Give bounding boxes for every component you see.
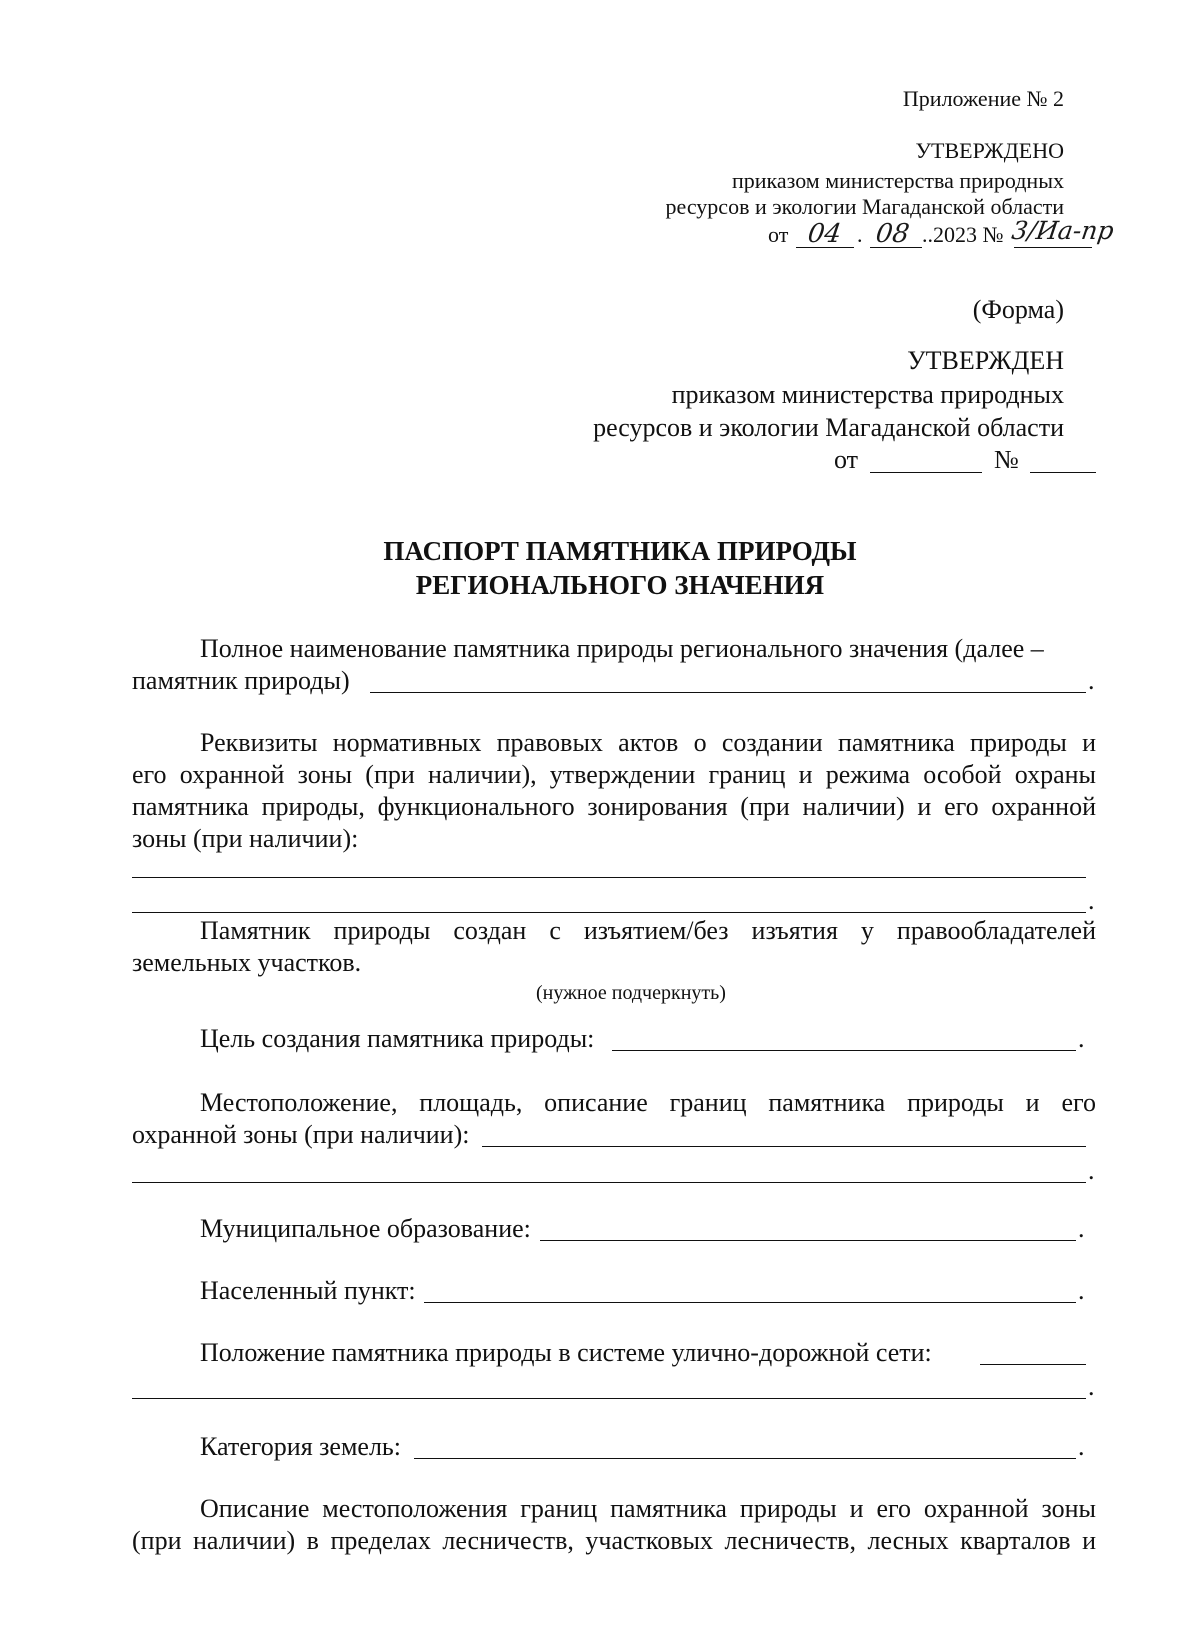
location-field-2[interactable] [132,1182,1086,1183]
handwritten-day: 04 [805,219,844,249]
date-dot: . [857,222,863,247]
document-title-line-1: ПАСПОРТ ПАМЯТНИКА ПРИРОДЫ [383,536,857,566]
forest-line-1: Описание местоположения границ памятника природы и его охранной зоны [200,1494,1096,1523]
road-network-field-1[interactable] [980,1364,1086,1365]
seizure-line-1: Памятник природы создан с изъятием/без изъятия у правообладателей [200,916,1096,945]
full-name-period: . [1088,666,1095,695]
seizure-note: (нужное подчеркнуть) [536,982,726,1004]
settlement-period: . [1078,1276,1085,1305]
full-name-label-1: Полное наименование памятника природы регионального значения (далее – [200,634,1044,663]
purpose-period: . [1078,1024,1085,1053]
municipality-field[interactable] [540,1240,1076,1241]
handwritten-order-number: 3/Иа-пр [1009,216,1116,245]
requisites-line-1: Реквизиты нормативных правовых актов о создании памятника природы и [200,728,1096,757]
location-line-1: Местоположение, площадь, описание границ памятника природы и его [200,1088,1096,1117]
purpose-label: Цель создания памятника природы: [200,1024,595,1053]
municipality-period: . [1078,1214,1085,1243]
approval-date-year: ..2023 № [922,222,1004,247]
form-label: (Форма) [972,295,1064,324]
requisites-field-1[interactable] [132,877,1086,878]
full-name-label-2: памятник природы) [132,666,350,695]
forest-line-2: (при наличии) в пределах лесничеств, участковых лесничеств, лесных кварталов и [132,1526,1096,1555]
municipality-label: Муниципальное образование: [200,1214,531,1243]
handwritten-month: 08 [873,219,912,249]
requisites-period: . [1088,886,1095,915]
full-name-field[interactable] [370,692,1086,693]
requisites-field-2[interactable] [132,912,1086,913]
requisites-line-2: его охранной зоны (при наличии), утверждении границ и режима особой охраны [132,760,1096,789]
number-underline [1014,247,1092,248]
location-period: . [1088,1156,1095,1185]
form-number-blank [1030,472,1096,473]
approval-line-2: ресурсов и экологии Магаданской области [665,194,1064,219]
land-category-label: Категория земель: [200,1432,402,1461]
road-network-label: Положение памятника природы в системе улично-дорожной сети: [200,1338,932,1367]
form-date-prefix: от [834,445,859,474]
requisites-line-3: памятника природы, функционального зонирования (при наличии) и его охранной [132,792,1096,821]
land-category-field[interactable] [414,1458,1076,1459]
settlement-field[interactable] [424,1302,1076,1303]
document-title-line-2: РЕГИОНАЛЬНОГО ЗНАЧЕНИЯ [415,570,825,600]
approval-heading: УТВЕРЖДЕНО [915,138,1064,163]
requisites-line-4: зоны (при наличии): [132,824,359,853]
location-field-1[interactable] [482,1146,1086,1147]
purpose-field[interactable] [612,1050,1076,1051]
form-approval-heading: УТВЕРЖДЕН [907,346,1064,375]
land-category-period: . [1078,1432,1085,1461]
form-number-sign: № [994,445,1019,474]
road-network-field-2[interactable] [132,1398,1086,1399]
approval-date-prefix: от [768,222,789,247]
form-approval-line-2: ресурсов и экологии Магаданской области [593,413,1064,442]
appendix-label: Приложение № 2 [902,86,1064,111]
settlement-label: Населенный пункт: [200,1276,416,1305]
form-approval-line-1: приказом министерства природных [671,380,1064,409]
approval-line-1: приказом министерства природных [731,168,1064,193]
seizure-line-2: земельных участков. [132,948,362,977]
location-line-2: охранной зоны (при наличии): [132,1120,470,1149]
road-network-period: . [1088,1372,1095,1401]
form-date-blank [870,472,982,473]
